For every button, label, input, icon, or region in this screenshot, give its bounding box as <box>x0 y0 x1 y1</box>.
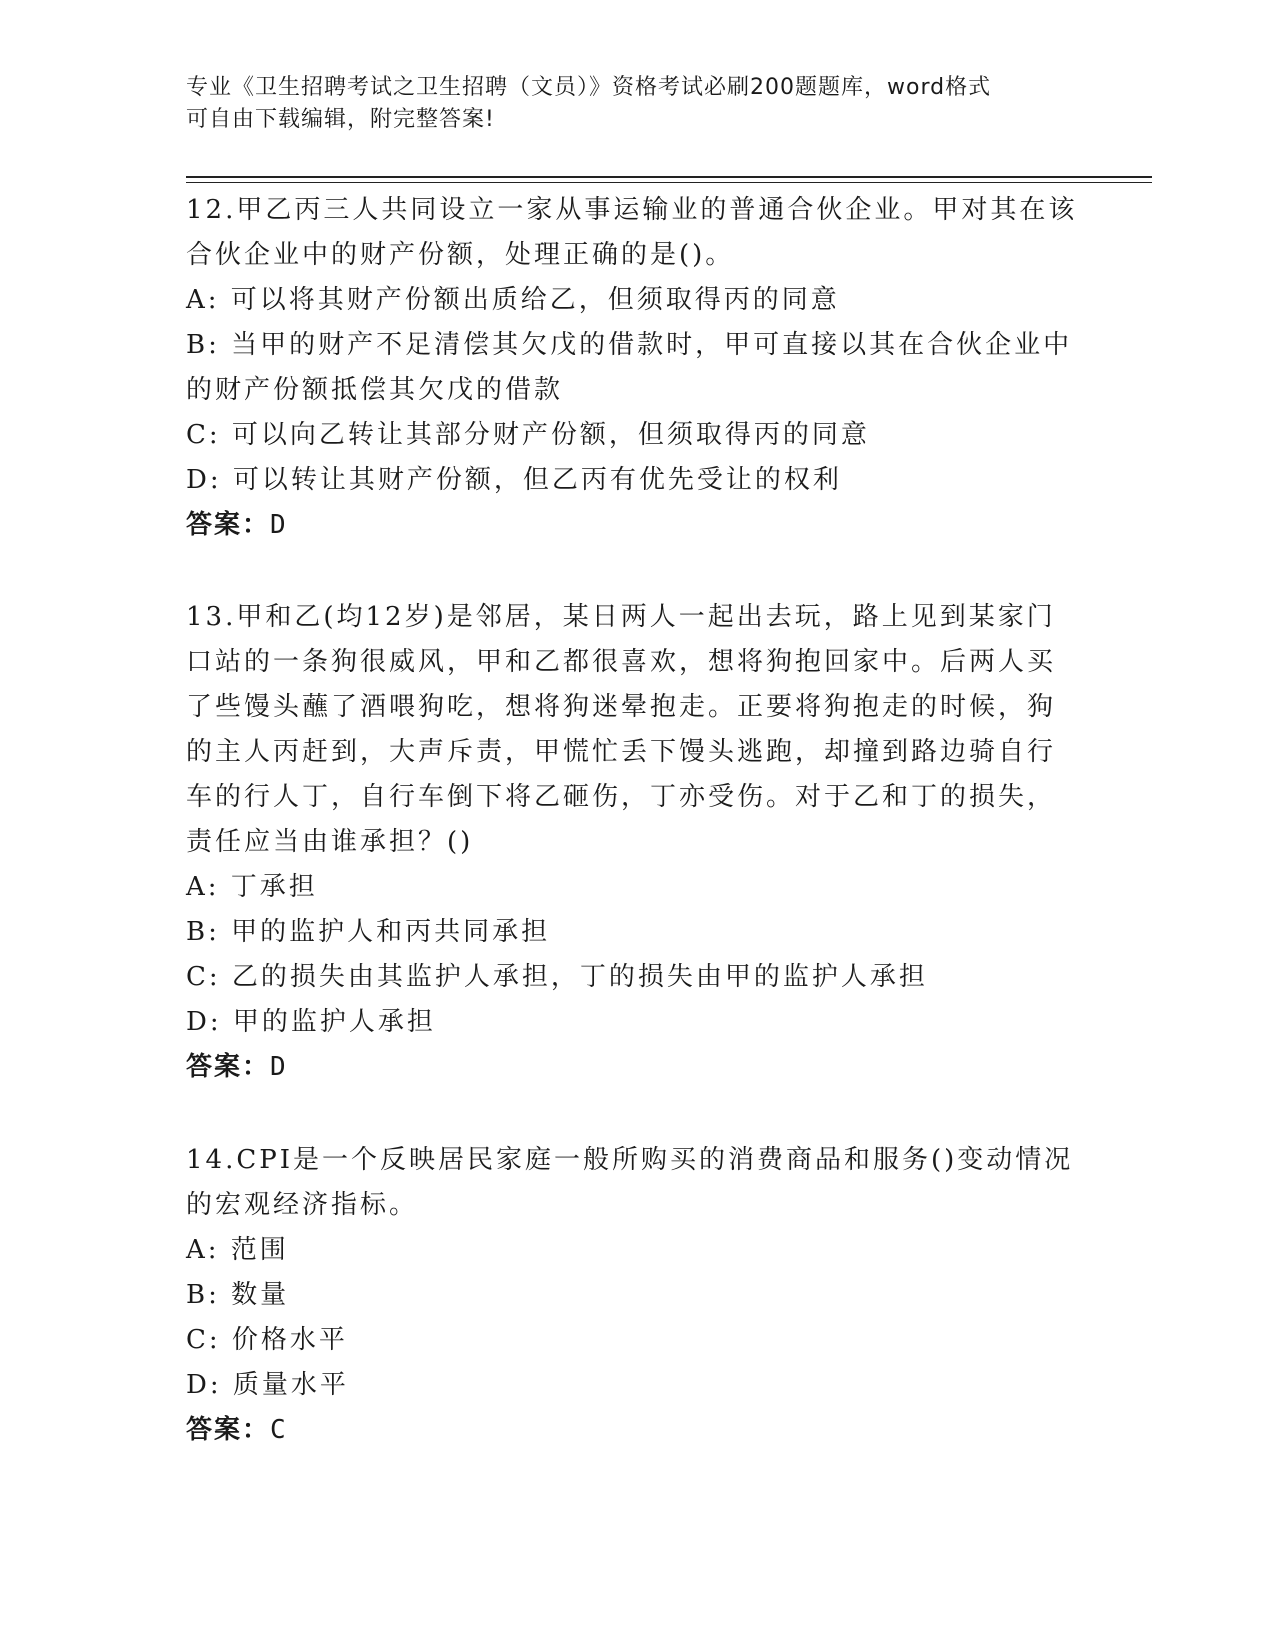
document-header <box>186 72 1066 136</box>
answer-label: 答案： <box>186 510 271 540</box>
answer-value: D <box>270 510 288 540</box>
question-13 <box>186 595 1066 1090</box>
option-b: B: 甲的监护人和丙共同承担 <box>186 917 551 947</box>
option-a: A: 可以将其财产份额出质给乙，但须取得丙的同意 <box>186 285 840 315</box>
answer-value: C <box>270 1415 288 1445</box>
option-c: C: 可以向乙转让其部分财产份额，但须取得丙的同意 <box>186 420 870 450</box>
question-14 <box>186 1138 1074 1453</box>
option-b: B: 数量 <box>186 1280 290 1310</box>
option-d: D: 甲的监护人承担 <box>186 1007 436 1037</box>
question-stem-line: 车的行人丁，自行车倒下将乙砸伤，丁亦受伤。对于乙和丁的损失， <box>186 782 1057 812</box>
option-c: C: 价格水平 <box>186 1325 348 1355</box>
option-a: A: 范围 <box>186 1235 289 1265</box>
header-divider-thin <box>186 182 1152 183</box>
answer-label: 答案： <box>186 1415 271 1445</box>
option-c: C: 乙的损失由其监护人承担，丁的损失由甲的监护人承担 <box>186 962 928 992</box>
question-stem-line: 的主人丙赶到，大声斥责，甲慌忙丢下馒头逃跑，却撞到路边骑自行 <box>186 737 1057 767</box>
header-line: 可自由下载编辑，附完整答案! <box>186 107 495 132</box>
header-divider-thick <box>186 176 1152 178</box>
question-stem-line: 口站的一条狗很威风，甲和乙都很喜欢，想将狗抱回家中。后两人买 <box>186 647 1057 677</box>
question-stem-line: 14.CPI是一个反映居民家庭一般所购买的消费商品和服务()变动情况 <box>186 1145 1074 1175</box>
option-d: D: 可以转让其财产份额，但乙丙有优先受让的权利 <box>186 465 842 495</box>
option-b-continued: 的财产份额抵偿其欠戊的借款 <box>186 375 564 405</box>
question-stem-line: 12.甲乙丙三人共同设立一家从事运输业的普通合伙企业。甲对其在该 <box>186 195 1078 225</box>
question-12 <box>186 188 1078 548</box>
question-stem-line: 责任应当由谁承担？() <box>186 827 474 857</box>
answer-line <box>186 503 1066 548</box>
answer-label: 答案： <box>186 1052 271 1082</box>
header-line: 专业《卫生招聘考试之卫生招聘（文员）》资格考试必刷200题题库，word格式 <box>186 75 992 100</box>
answer-line <box>186 1045 1066 1090</box>
answer-line <box>186 1408 1066 1453</box>
answer-value: D <box>270 1052 288 1082</box>
question-stem-line: 13.甲和乙(均12岁)是邻居，某日两人一起出去玩，路上见到某家门 <box>186 602 1056 632</box>
question-stem-line: 合伙企业中的财产份额，处理正确的是()。 <box>186 240 735 270</box>
option-a: A: 丁承担 <box>186 872 318 902</box>
option-d: D: 质量水平 <box>186 1370 349 1400</box>
question-stem-line: 的宏观经济指标。 <box>186 1190 419 1220</box>
question-stem-line: 了些馒头蘸了酒喂狗吃，想将狗迷晕抱走。正要将狗抱走的时候，狗 <box>186 692 1057 722</box>
option-b: B: 当甲的财产不足清偿其欠戊的借款时，甲可直接以其在合伙企业中 <box>186 330 1073 360</box>
